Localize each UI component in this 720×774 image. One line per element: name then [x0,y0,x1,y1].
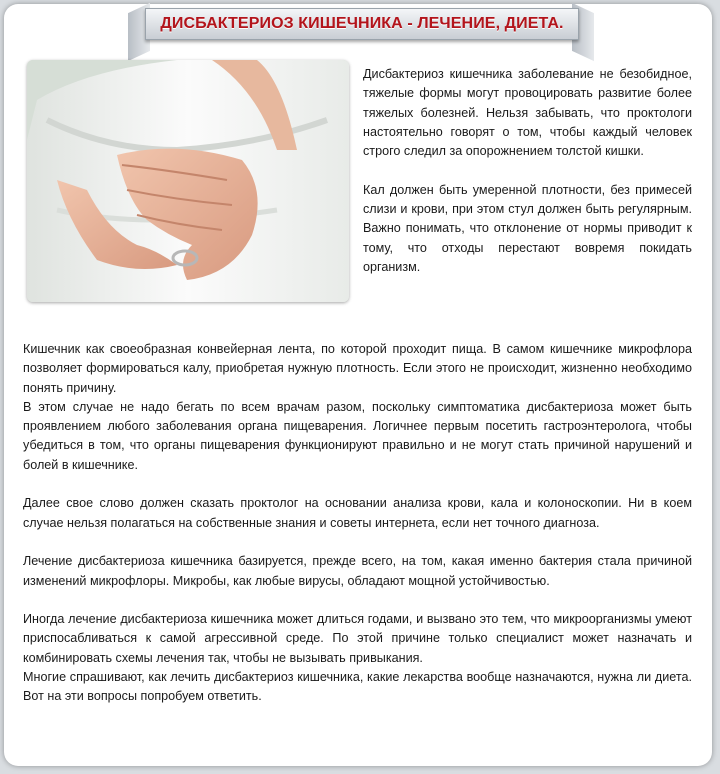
hands-on-abdomen-illustration [27,60,349,302]
article-photo [27,60,349,302]
page-title: ДИСБАКТЕРИОЗ КИШЕЧНИКА - ЛЕЧЕНИЕ, ДИЕТА. [160,15,564,32]
paragraph: Иногда лечение дисбактериоза кишечника может длиться годами, и вызвано это тем, что микроорганизмы умеют приспосабливаться к самой агрессивной среде. По этой причине только специалист может назначать и комбинировать схемы лечения так, чтобы не вызывать привыкания. [23,612,692,665]
article-body [23,340,692,707]
paragraph: В этом случае не надо бегать по всем врачам разом, поскольку симптоматика дисбактериоза может быть проявлением любого заболевания органа пищеварения. Логичнее первым посетить гастроэнтеролога, чтобы убедиться в том, что органы пищеварения функционируют правильно и не могут стать причиной нарушений и болей в кишечнике. [23,399,692,472]
paragraph: Лечение дисбактериоза кишечника базируется, прежде всего, на том, какая именно бактерия стала причиной изменений микрофлоры. Микробы, как любые вирусы, обладают мощной устойчивостью. [23,554,692,588]
paragraph: Далее свое слово должен сказать проктолог на основании анализа крови, кала и колоноскопии. Ни в коем случае нельзя полагаться на собственные знания и советы интернета, если нет точного диагноза. [23,496,692,530]
paragraph: Кал должен быть умеренной плотности, без примесей слизи и крови, при этом стул должен быть регулярным. Важно понимать, что отклонение от нормы приводит к тому, что отходы перестают вовремя покидать организм. [363,182,692,274]
intro-column [363,65,692,277]
paragraph: Кишечник как своеобразная конвейерная лента, по которой проходит пища. В самом кишечнике микрофлора позволяет формироваться калу, приобретая нужную плотность. Если этого не происходит, жизненно необходимо понять причину. [23,342,692,395]
title-ribbon [145,8,579,40]
paragraph: Дисбактериоз кишечника заболевание не безобидное, тяжелые формы могут провоцировать развитие более тяжелых болезней. Нельзя забывать, что проктологи настоятельно говорят о том, чтобы каждый человек строго следил за опорожнением толстой кишки. [363,67,692,159]
paragraph: Многие спрашивают, как лечить дисбактериоз кишечника, какие лекарства вообще назначаются, нужна ли диета. Вот на эти вопросы попробуем ответить. [23,670,692,704]
